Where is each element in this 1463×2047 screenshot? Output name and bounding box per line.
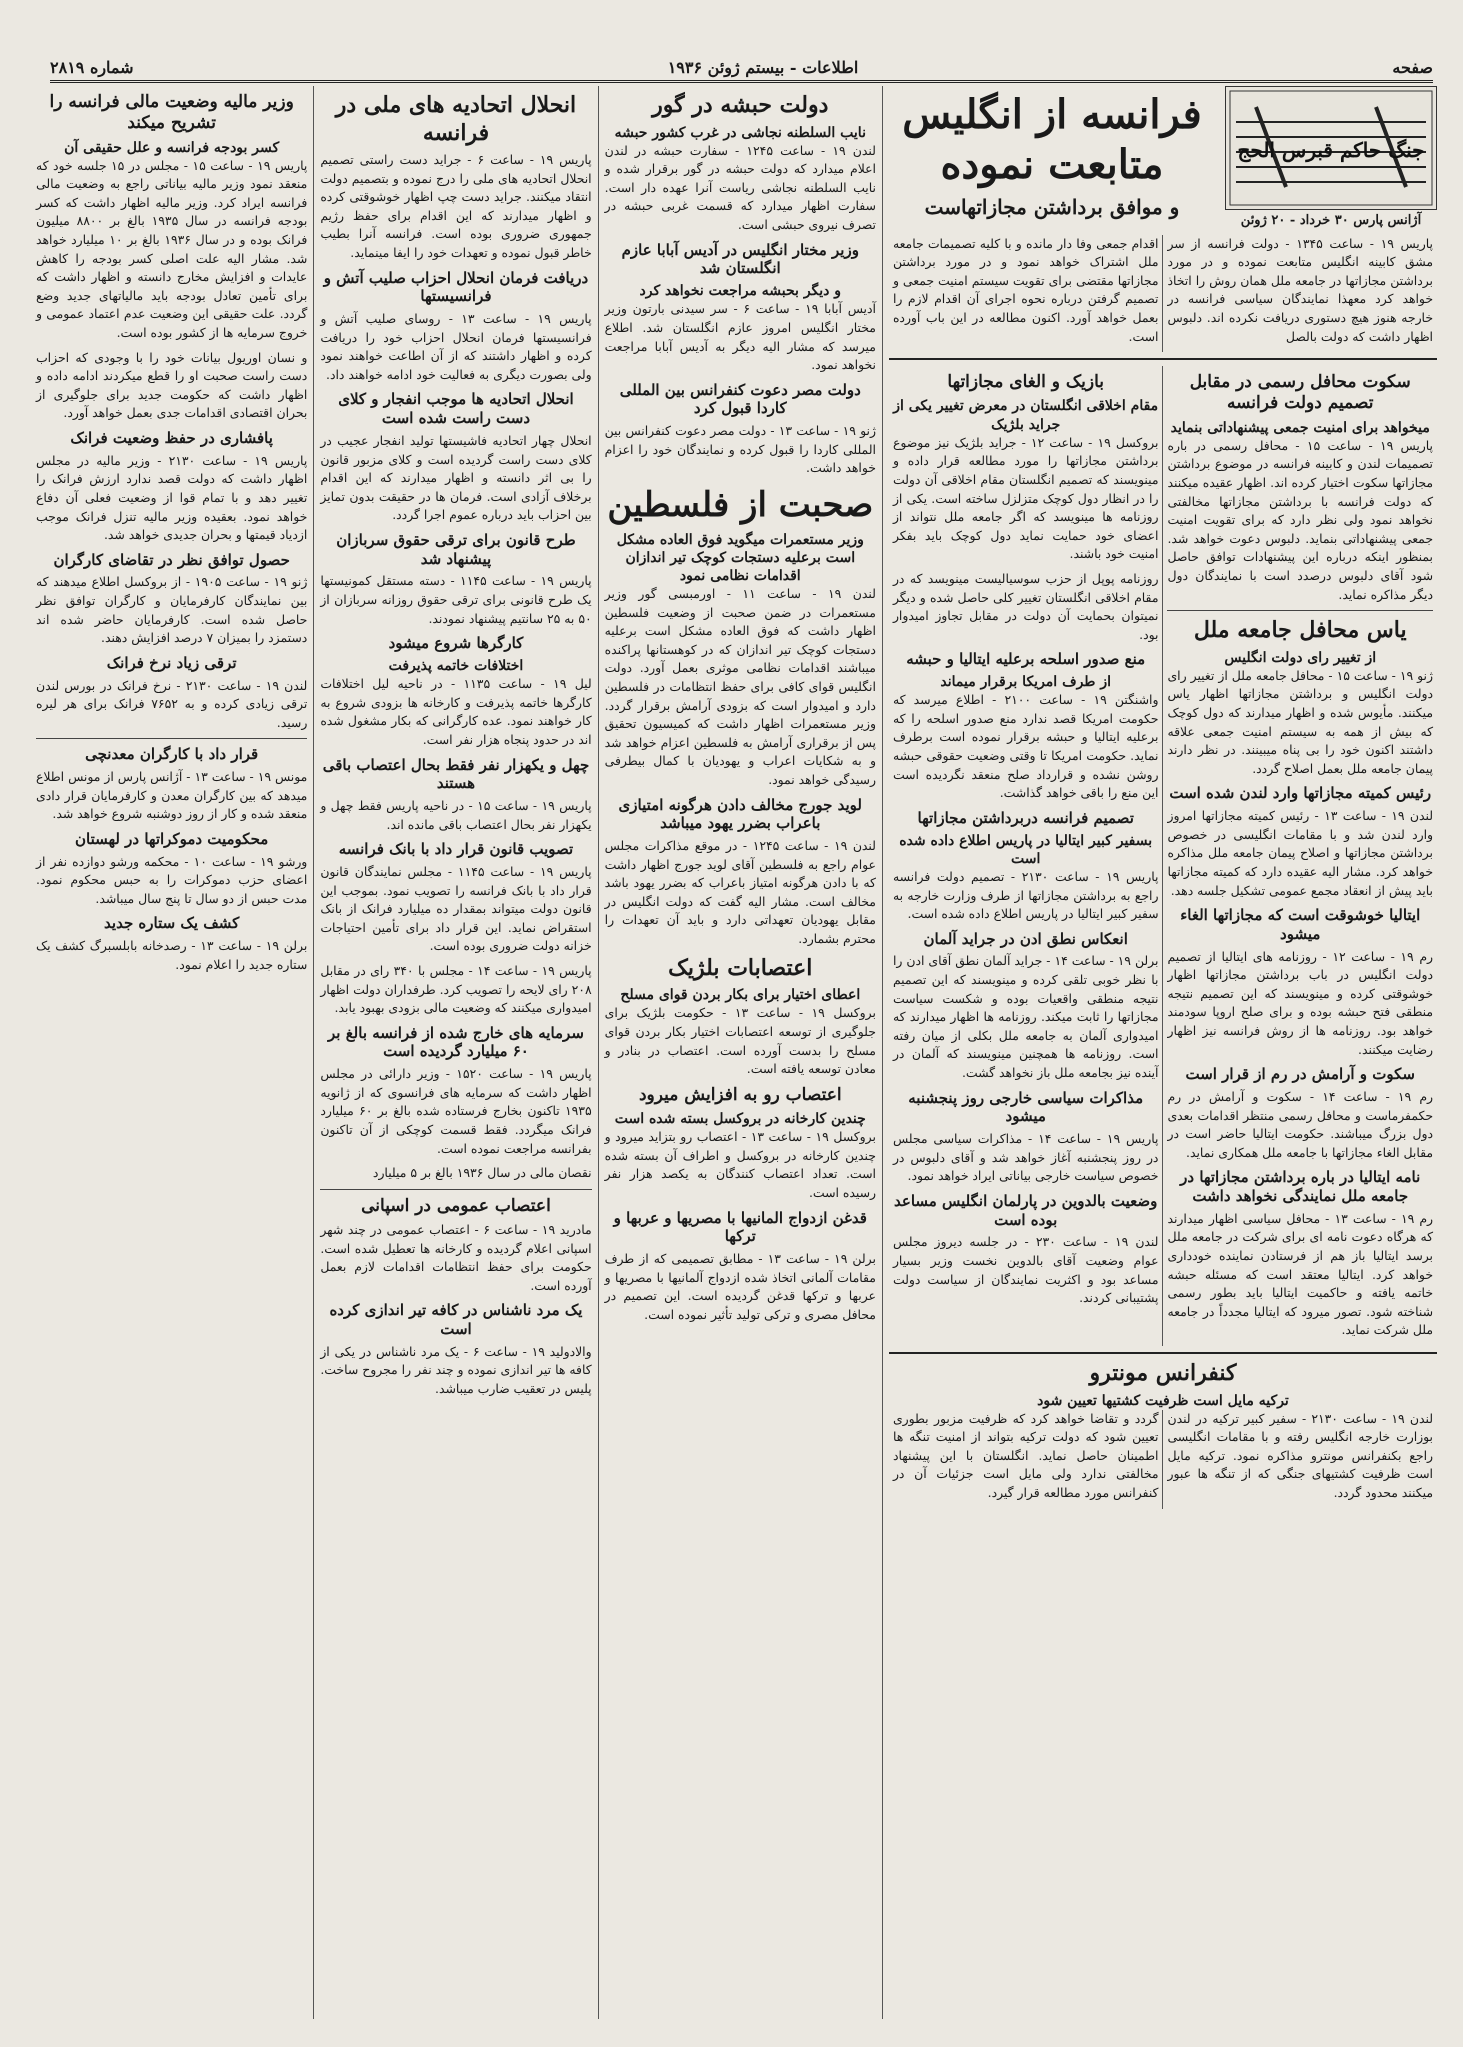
c5-s7-title: محکومیت دموکراتها در لهستان bbox=[74, 829, 269, 848]
masthead bbox=[50, 54, 1433, 83]
c5-s8-title: کشف یک ستاره جدید bbox=[104, 914, 240, 933]
main-subcolumns bbox=[889, 366, 1437, 1346]
c5-s3-body: پاریس ۱۹ - ساعت ۲۱۳۰ - وزیر مالیه در مجلس اظهار داشت که دولت قصد ندارد ارزش فرانک را تغییر دهد و با تمام قوا از وضعیت فعلی آن دفاع خواهد نمود. بعقیده وزیر مالیه تنزل فرانک موجب ازدیاد قیمتها و بحران جدیدی خواهد شد. bbox=[36, 452, 308, 543]
lead-body-right: پاریس ۱۹ - ساعت ۱۳۴۵ - دولت فرانسه از سر مشق کابینه انگلیس متابعت نموده و در مورد برداشتن مجازاتها در جامعه ملل همان روش را اتخاذ خواهد کرد معهذا نمایندگان سیاسی فرانسه در خارجه هنوز هیچ دستوری دریافت نکرده اند. دلبوس اظهار داشت که دولت بالصل bbox=[1167, 235, 1433, 344]
montreux-body-left: گردد و تقاضا خواهد کرد که ظرفیت مزبور بطوری تعیین شود که دولت ترکیه بتواند از امنیت تنگه ها اطمینان حاصل نماید. انگلستان با این پیشنهاد مخالفتی ندارد ولی مایل است جزئیات آن در کنفرانس مورد مطالعه قرار گیرد. bbox=[892, 1410, 1159, 1501]
c2-s6-body: پاریس ۱۹ - ساعت ۱۴ - مذاکرات سیاسی مجلس در روز پنجشنبه آغاز خواهد شد و آقای دلبوس در خصوص سیاست خارجی بیاناتی ایراد خواهد نمود. bbox=[892, 1131, 1159, 1184]
c3-s7-body: بروکسل ۱۹ - ساعت ۱۳ - اعتصاب رو بتزاید میرود و چندین کارخانه در بروکسل و اطراف آن بسته شده است. تعداد اعتصاب کنندگان به یکصد هزار نفر رسیده است. bbox=[604, 1129, 876, 1200]
c4-s2-title: دریافت فرمان انحلال احزاب صلیب آتش و فرانسیستها bbox=[323, 268, 589, 306]
c2-s3-sub: از طرف امریکا برقرار میماند bbox=[940, 674, 1111, 691]
c4-s1-body: پاریس ۱۹ - ساعت ۶ - جراید دست راستی تصمیم انحلال اتحادیه های ملی را درج نموده و بتصمیم دولت انتقاد میکنند. جراید دست چپ اظهار خوشوقتی کرده و اظهار میدارند که این اقدام برای حفظ رژیم جمهوری ضروری بوده است. فرانسه آنرا بطیب خاطر قبول نموده و تعهدات خود را ایفا مینماید. bbox=[320, 152, 592, 260]
c1-s5-title: سکوت و آرامش در رم از قرار است bbox=[1185, 1065, 1415, 1084]
c5-s8-body: برلن ۱۹ - ساعت ۱۳ - رصدخانه بابلسبرگ کشف یک ستاره جدید را اعلام نمود. bbox=[36, 938, 308, 972]
c4-s11-body: والادولید ۱۹ - ساعت ۶ - یک مرد ناشناس در یکی از کافه ها تیر اندازی نموده و چند نفر را مجروح ساخت. پلیس در تعقیب ضارب میباشد. bbox=[320, 1343, 592, 1397]
c3-s8-body: برلن ۱۹ - ساعت ۱۳ - مطابق تصمیمی که از طرف مقامات آلمانی اتخاذ شده ازدواج آلمانیها با مصریها و عربها و ترکها قدغن گردیده است. این تصمیم در محافل مصری و ترکی تولید تأثیر نموده است. bbox=[604, 1251, 876, 1322]
c3-s3-body: ژنو ۱۹ - ساعت ۱۳ - دولت مصر دعوت کنفرانس بین المللی کاردا را قبول کرده و نمایندگان خود را اعزام خواهد داشت. bbox=[604, 423, 876, 476]
c2-s7-title: وضعیت بالدوین در پارلمان انگلیس مساعد بوده است bbox=[894, 1191, 1158, 1229]
news-logo bbox=[1225, 86, 1437, 210]
c4-s10-title: اعتصاب عمومی در اسپانی bbox=[361, 1195, 551, 1216]
c4-s8-body: پاریس ۱۹ - ساعت ۱۴ - مجلس با ۳۴۰ رای در مقابل ۲۰۸ رای لایحه را تصویب کرد. طرفداران دولت اظهار امیدواری میکنند که وضعیت مالی بزودی بهبود یابد. bbox=[320, 962, 592, 1016]
c2-s1-title: بازیک و الغای مجازاتها bbox=[947, 372, 1104, 393]
c4-s4-title: طرح قانون برای ترقی حقوق سربازان پیشنهاد شد bbox=[336, 530, 576, 568]
c1-s2-body: ژنو ۱۹ - ساعت ۱۵ - محافل جامعه ملل از تغییر رای دولت انگلیس و برداشتن مجازاتها اظهار یاس میکنند. مأیوس شده و اظهار میدارند که دول کوچک که بیش از همه به سیستم امنیت جمعی علاقه داشتند اکنون خود را بی پناه میبینند. در نظر دارند پیمان جامعه ملل بعمل اصلاح گردد. bbox=[1167, 667, 1433, 776]
c5-s2-body: و نسان اوریول بیانات خود را با وجودی که احزاب دست راست صحبت او را قطع میکردند ادامه داده و اظهار داشت که حکومت جدید برای جلوگیری از بحران اقتصادی اقدامات جدی بعمل خواهد آورد. bbox=[36, 349, 308, 421]
c4-s5-body: لیل ۱۹ - ساعت ۱۱۳۵ - در ناحیه لیل اختلافات کارگرها خاتمه پذیرفت و کارخانه ها بزودی شروع به کار خواهند نمود. عده کارگرانی که بکار مشغول شده اند در حدود پنجاه هزار نفر است. bbox=[320, 676, 592, 747]
c4-s6-body: پاریس ۱۹ - ساعت ۱۵ - در ناحیه پاریس فقط چهل و یکهزار نفر بحال اعتصاب باقی مانده اند. bbox=[320, 798, 592, 832]
c3-s2-body: آدیس آبابا ۱۹ - ساعت ۶ - سر سیدنی بارتون وزیر مختار انگلیس امروز عازم انگلستان شد. اطلاع میرسد که مشار الیه دیگر به آدیس آبابا مراجعت نخواهد نمود. bbox=[604, 301, 876, 373]
c1-s4-title: ایتالیا خوشوقت است که مجازاتها الغاء میشود bbox=[1180, 906, 1421, 943]
c3-s7-title: اعتصاب رو به افزایش میرود bbox=[638, 1084, 842, 1105]
c3-s2-sub: و دیگر بحبشه مراجعت نخواهد کرد bbox=[639, 283, 842, 300]
c1-s4-body: رم ۱۹ - ساعت ۱۲ - روزنامه های ایتالیا از تصمیم دولت انگلیس در باب برداشتن مجازاتها اظهار خوشوقتی کرده و مینویسند که این تصمیم نتیجه منطقی فتح حبشه بوده و برای صلح اروپا سودمند خواهد بود. روزنامه ها از روش فرانسه نیز اظهار رضایت میکنند. bbox=[1167, 948, 1433, 1057]
c3-s1-title: دولت حبشه در گور bbox=[652, 92, 829, 118]
c1-s6-title: نامه ایتالیا در باره برداشتن مجازاتها در جامعه ملل نمایندگی نخواهد داشت bbox=[1180, 1168, 1421, 1206]
c4-s2-body: پاریس ۱۹ - ساعت ۱۳ - روسای صلیب آتش و فرانسیستها فرمان انحلال احزاب خود را دریافت کرده و اظهار داشتند که از آن اطاعت خواهند نمود ولی بصورت دیگری به فعالیت خود ادامه خواهند داد. bbox=[320, 311, 592, 382]
c4-s10-body: مادرید ۱۹ - ساعت ۶ - اعتصاب عمومی در چند شهر اسپانی اعلام گردیده و کارخانه ها تعطیل شده است. حکومت برای حفظ انتظامات اقدامات لازم بعمل آورده است. bbox=[320, 1222, 592, 1293]
c3-s1-body: لندن ۱۹ - ساعت ۱۲۴۵ - سفارت حبشه در لندن اعلام میدارد که دولت حبشه در گور برقرار شده و نایب السلطنه نجاشی ریاست آنرا عهده دار است. سفارت اظهار میدارد که قسمت غربی حبشه در تصرف نیروی حبشی است. bbox=[604, 142, 876, 233]
c2-s4-body: پاریس ۱۹ - ساعت ۲۱۳۰ - تصمیم دولت فرانسه راجع به برداشتن مجازاتها از طرف وزارت خارجه به سفیر کبیر ایتالیا در پاریس اطلاع داده شده است. bbox=[892, 868, 1159, 922]
lead-subhead: و موافق برداشتن مجازاتهاست bbox=[924, 195, 1180, 219]
c3-s6-title: اعتصابات بلژیک bbox=[668, 954, 813, 981]
c2-s5-body: برلن ۱۹ - ساعت ۱۴ - جراید آلمان نطق آقای ادن را با نظر خوبی تلقی کرده و مینویسند که این تصمیم نتیجه منطقی واقعیات بوده و شکست سیاست مجازاتها را ثابت میکند. روزنامه ها اظهار میدارند که امیدواری آلمان به جامعه ملل بکلی از میان رفته است. روزنامه ها همچنین مینویسند که آلمان در آینده نیز بجامعه ملل باز نخواهد گشت. bbox=[892, 953, 1159, 1081]
agency-header bbox=[889, 86, 1437, 231]
c5-s3-title: پافشاری در حفظ وضعیت فرانک bbox=[70, 429, 273, 447]
c4-s5-title: کارگرها شروع میشود bbox=[388, 634, 524, 653]
c3-s4-sub: وزیر مستعمرات میگوید فوق العاده مشکل است برعلیه دستجات کوچک تیر اندازان اقدامات نظامی نمود bbox=[616, 531, 864, 584]
montreux-body-right: لندن ۱۹ - ساعت ۲۱۳۰ - سفیر کبیر ترکیه در لندن بوزارت خارجه انگلیس رفته و با مقامات انگلیسی راجع بکنفرانس مونترو مذاکره نمود. ترکیه مایل است ظرفیت کشتیهای جنگی که از تنگه ها عبور میکنند محدود گردد. bbox=[1167, 1410, 1433, 1501]
c4-s9-body: پاریس ۱۹ - ساعت ۱۵۲۰ - وزیر دارائی در مجلس اظهار داشت که سرمایه های فرانسوی که از ژانویه ۱۹۳۵ تاکنون بخارج فرستاده شده بالغ بر ۶۰ میلیارد فرانک میگردد. فقط قسمت کوچکی از آن تاکنون بفرانسه مراجعت نموده است. bbox=[320, 1066, 592, 1156]
c5-s6-title: قرار داد با کارگران معدنچی bbox=[85, 745, 259, 764]
c2-s1-sub: مقام اخلاقی انگلستان در معرض تغییر یکی از جراید بلژیک bbox=[893, 398, 1159, 433]
c3-s2-title: وزیر مختار انگلیس در آدیس آبابا عازم انگلستان شد bbox=[621, 240, 859, 278]
c5-s4-title: حصول توافق نظر در تقاضای کارگران bbox=[53, 550, 290, 569]
c5-s1-body: پاریس ۱۹ - ساعت ۱۵ - مجلس در ۱۵ جلسه خود که منعقد نمود وزیر مالیه بیاناتی راجع به وضعیت مالی فرانسه ایراد کرد. وزیر مالیه اظهار داشت که کسر بودجه فرانسه در سال ۱۹۳۵ بالغ بر ۸۸۰۰ میلیون فرانک بوده و در سال ۱۹۳۶ بالغ بر ۱۰ میلیارد خواهد شد. مشار الیه علت اصلی کسر بودجه را کاهش عایدات و افزایش مخارج دانسته و اظهار داشت که برای تأمین تعادل بودجه باید مالیاتهای جدید وضع گردد. علت حقیقی این وضعیت عدم اعتماد عمومی و خروج سرمایه ها از کشور بوده است. bbox=[36, 157, 308, 341]
col4 bbox=[313, 86, 597, 2019]
c1-s3-title: رئیس کمیته مجازاتها وارد لندن شده است bbox=[1169, 784, 1432, 803]
c2-s2-body: روزنامه پوپل از حزب سوسیالیست مینویسد که در مقام اخلاقی انگلستان تغییر کلی حاصل شده و دیگر نمیتوان بحمایت آن دولت در مقابل تجاوز امیدوار بود. bbox=[892, 570, 1159, 642]
c2-s7-body: لندن ۱۹ - ساعت ۲۳۰ - در جلسه دیروز مجلس عوام وضعیت آقای بالدوین نخست وزیر بسیار مساعد بود و اکثریت نمایندگان از سیاست دولت پشتیبانی کردند. bbox=[892, 1234, 1159, 1306]
lead-body-left: اقدام جمعی وفا دار مانده و با کلیه تصمیمات جامعه ملل اشتراک خواهد نمود و در مورد برداشتن مجازاتها مقتضی برای تقویت سیستم امنیت جمعی و تصمیم گرفتن درباره نحوه اجرای آن اقدام لازم را بعمل خواهد آورد. اکنون مطالعه در این باب آورده است. bbox=[892, 235, 1159, 344]
lead-body bbox=[889, 235, 1437, 353]
c2-s3-body: واشنگتن ۱۹ - ساعت ۲۱۰۰ - اطلاع میرسد که حکومت امریکا قصد ندارد منع صدور اسلحه را که برعلیه ایتالیا و حبشه برقرار نموده است برطرف نماید. حکومت امریکا تا وقتی وضعیت حقوقی حبشه روشن نشده و قرارداد صلح منعقد نگردیده است این منع را باقی خواهد گذاشت. bbox=[892, 692, 1159, 801]
columns bbox=[30, 86, 1443, 2019]
c5-s5-title: ترقی زیاد نرخ فرانک bbox=[106, 653, 237, 672]
col5 bbox=[30, 86, 313, 2019]
c1-s2-sub: از تغییر رای دولت انگلیس bbox=[1224, 649, 1377, 666]
c2-s1-body: بروکسل ۱۹ - ساعت ۱۲ - جراید بلژیک نیز موضوع برداشتن مجازاتها را مورد مطالعه قرار داده و مینویسند که تصمیم انگلستان مقام اخلاقی آن دولت را در انظار دول کوچک متزلزل ساخته است. یکی از روزنامه ها مینویسد که اگر جامعه ملل نتواند از اعضای خود حمایت نماید دول کوچک باید بفکر امنیت خود باشند. bbox=[892, 434, 1159, 562]
c3-s7-sub: چندین کارخانه در بروکسل بسته شده است bbox=[614, 1110, 866, 1127]
lead-title-block bbox=[889, 86, 1215, 220]
c4-s3-body: انحلال چهار اتحادیه فاشیستها تولید انفجار عجیب در کلای دست راست گردیده است و کلای مزبور قانون را بی اثر دانسته و اظهار میدارند که این اقدام برخلاف آزادی است. فرمان ها در حقیقت بدون تمایز بین احزاب باید درباره عموم اجرا گردد. bbox=[320, 432, 592, 523]
c5-s1-sub: کسر بودجه فرانسه و علل حقیقی آن bbox=[64, 139, 280, 156]
c3-s4-title: صحبت از فلسطین bbox=[607, 485, 874, 525]
c3-s5-body: لندن ۱۹ - ساعت ۱۲۴۵ - در موقع مذاکرات مجلس عوام راجع به فلسطین آقای لوید جورج اظهار داشت که با دادن هرگونه امتیاز باعراب که بضرر یهود باشد مخالف است. مشار الیه گفت که دولت انگلیس در مقابل یهودیان تعهداتی دارد و باید آن تعهدات را محترم بشمارد. bbox=[604, 838, 876, 947]
c4-s5-sub: اختلافات خاتمه پذیرفت bbox=[388, 657, 524, 674]
c5-s1-title: وزیر مالیه وضعیت مالی فرانسه را تشریح میکند bbox=[49, 92, 294, 134]
c4-s9-tail: نقصان مالی در سال ۱۹۳۶ بالغ بر ۵ میلیارد bbox=[372, 1165, 592, 1181]
c4-s9-title: سرمایه های خارج شده از فرانسه بالغ بر ۶۰ میلیارد گردیده است bbox=[328, 1023, 584, 1061]
c4-s6-title: چهل و یکهزار نفر فقط بحال اعتصاب باقی هستند bbox=[322, 755, 590, 793]
montreux-story bbox=[889, 1360, 1437, 1509]
c3-s1-sub: نایب السلطنه نجاشی در غرب کشور حبشه bbox=[614, 124, 866, 141]
c2-s4-title: تصمیم فرانسه دربرداشتن مجازاتها bbox=[917, 808, 1134, 827]
c1-s5-body: رم ۱۹ - ساعت ۱۴ - سکوت و آرامش در رم حکمفرماست و محافل رسمی منتظر اقدامات بعدی دول بزرگ میباشند. حکومت ایتالیا حاضر است در مقابل الغاء مجازاتها با جامعه ملل همکاری نماید. bbox=[1167, 1088, 1433, 1160]
c3-s6-sub: اعطای اختیار برای بکار بردن قوای مسلح bbox=[620, 987, 861, 1004]
col2 bbox=[889, 366, 1164, 1346]
c4-s1-title: انحلال اتحادیه های ملی در فرانسه bbox=[335, 92, 577, 146]
c1-s1-body: پاریس ۱۹ - ساعت ۱۵ - محافل رسمی در باره تصمیمات لندن و کابینه فرانسه در موضوع برداشتن مجازاتها سکوت اختیار کرده اند. اظهار عقیده میکنند که دولت فرانسه با برداشتن مجازاتها مخالفتی نخواهد نمود ولی نظر دارد که برای تقویت امنیت جمعی پیشنهاداتی بنماید. دلبوس دعوت خواهد شد. بمنظور اینکه درباره این پیشنهادات توافق حاصل شود آقای دلبوس درصدد است با نمایندگان دول دیگر مذاکره نماید. bbox=[1167, 437, 1433, 602]
logo-block bbox=[1225, 86, 1437, 231]
c1-s1-sub: میخواهد برای امنیت جمعی پیشنهاداتی بنماید bbox=[1170, 419, 1430, 436]
c2-s6-title: مذاکرات سیاسی خارجی روز پنجشنبه میشود bbox=[908, 1088, 1144, 1126]
c5-s7-body: ورشو ۱۹ - ساعت ۱۰ - محکمه ورشو دوازده نفر از اعضای حزب دموکرات را به حبس محکوم نمود. مدت حبس از دو سال تا پنج سال میباشد. bbox=[36, 853, 308, 906]
paper-date: اطلاعات - بیستم ژوئن ۱۹۳۶ bbox=[667, 57, 859, 77]
c2-s4-sub: بسفیر کبیر ایتالیا در پاریس اطلاع داده شده است bbox=[899, 832, 1153, 867]
c2-s5-title: انعکاس نطق ادن در جراید آلمان bbox=[923, 929, 1128, 948]
c1-s1-title: سکوت محافل رسمی در مقابل تصمیم دولت فرانسه bbox=[1189, 372, 1411, 414]
montreux-title: کنفرانس مونترو bbox=[1089, 1360, 1237, 1386]
col3 bbox=[598, 86, 882, 2019]
logo-art-icon bbox=[1226, 87, 1436, 209]
c5-s4-body: ژنو ۱۹ - ساعت ۱۹۰۵ - از بروکسل اطلاع میدهند که بین نمایندگان کارفرمایان و کارگران توافق نظر حاصل شده است. کارفرمایان حاضر شده اند دستمزد را بمیزان ۷ درصد افزایش دهند. bbox=[36, 574, 308, 646]
c4-s3-title: انحلال اتحادیه ها موجب انفجار و کلای دست راست شده است bbox=[338, 390, 574, 428]
c5-s6-body: مونس ۱۹ - ساعت ۱۳ - آژانس پارس از مونس اطلاع میدهد که بین کارگران معدن و کارفرمایان قرار دادی منعقد شده و کار از روز دوشنبه شروع خواهد شد. bbox=[36, 769, 308, 822]
logo-text: جنگ حاکم قبرس الحج bbox=[1237, 138, 1425, 162]
c4-s4-body: پاریس ۱۹ - ساعت ۱۱۴۵ - دسته مستقل کمونیستها یک طرح قانونی برای ترقی حقوق روزانه سربازان از ۵۰ به ۲۵ سانتیم پیشنهاد نمودند. bbox=[320, 573, 592, 626]
c4-s7-title: تصویب قانون قرار داد با بانک فرانسه bbox=[338, 840, 574, 859]
c1-s6-body: رم ۱۹ - ساعت ۱۳ - محافل سیاسی اظهار میدارند که هرگاه دعوت نامه ای برای شرکت در جامعه ملل برسد ایتالیا باز هم از فرستادن نماینده خودداری خواهد کرد. ایتالیا معتقد است که مسئله حبشه خاتمه یافته و حاکمیت ایتالیا باید بطور رسمی شناخته شود. تصور میرود که ایتالیا مجدداً در جامعه ملل شرکت نماید. bbox=[1167, 1210, 1433, 1338]
c1-s2-title: یاس محافل جامعه ملل bbox=[1193, 617, 1407, 644]
col1 bbox=[1163, 366, 1437, 1346]
c3-s4-body: لندن ۱۹ - ساعت ۱۱ - اورمبسی گور وزیر مستعمرات در ضمن صحبت از وضعیت فلسطین اظهار داشت که فوق العاده مشکل است برعلیه دستجات کوچک تیر اندازان که در کوهستانها پراکنده میباشند اقدامات نظامی موثری بعمل آورد. دولت انگلیس قوای کافی برای حفظ انتظامات در فلسطین دارد و امیدوار است که بزودی آرامش برقرار گردد. وزیر مستعمرات اظهار داشت که کمیسیون تحقیق پس از برقراری آرامش به فلسطین اعزام خواهد شد و به شکایات اعراب و یهودیان با کمال بیطرفی رسیدگی خواهد نمود. bbox=[604, 586, 876, 787]
c3-s8-title: قدغن ازدواج المانیها با مصریها و عربها و ترکها bbox=[613, 1208, 867, 1246]
lead-headline: فرانسه از انگلیس متابعت نموده bbox=[902, 91, 1202, 188]
c4-s7-body: پاریس ۱۹ - ساعت ۱۱۴۵ - مجلس نمایندگان قانون قرار داد با بانک فرانسه را تصویب نمود. بموجب این قانون دولت میتواند بمقدار ده میلیارد فرانک از بانک استقراض نماید. این قرار داد برای تأمین احتیاجات خزانه دولت ضروری بوده است. bbox=[320, 863, 592, 954]
issue-number: شماره ۲۸۱۹ bbox=[50, 57, 134, 77]
c1-s3-body: لندن ۱۹ - ساعت ۱۳ - رئیس کمیته مجازاتها امروز وارد لندن شد و با مقامات انگلیسی در خصوص برداشتن مجازاتها و اصلاح پیمان جامعه ملل مذاکره خواهد کرد. مشار الیه عقیده دارد که کمیته مجازاتها باید پیش از انعقاد مجمع عمومی تشکیل جلسه دهد. bbox=[1167, 808, 1433, 898]
c3-s5-title: لوید جورج مخالف دادن هرگونه امتیازی باعراب بضرر یهود میباشد bbox=[618, 795, 863, 833]
c5-s5-body: لندن ۱۹ - ساعت ۲۱۳۰ - نرخ فرانک در بورس لندن ترقی زیادی کرده و به ۷۶۵۲ فرانک برای هر لیره رسید. bbox=[36, 677, 308, 730]
c4-s11-title: یک مرد ناشناس در کافه تیر اندازی کرده است bbox=[329, 1301, 583, 1339]
montreux-sub: ترکیه مایل است ظرفیت کشتیها تعیین شود bbox=[1037, 1392, 1289, 1409]
c3-s3-title: دولت مصر دعوت کنفرانس بین المللی کاردا قبول کرد bbox=[619, 380, 861, 418]
agency-line: آژانس پارس ۳۰ خرداد - ۲۰ ژوئن bbox=[1240, 213, 1422, 228]
c3-s6-body: بروکسل ۱۹ - ساعت ۱۳ - حکومت بلژیک برای جلوگیری از توسعه اعتصابات اختیار بکار بردن قوای مسلح را بدست آورده است. اعتصاب در بنادر و معادن توسعه یافته است. bbox=[604, 1005, 876, 1077]
c2-s3-title: منع صدور اسلحه برعلیه ایتالیا و حبشه bbox=[906, 650, 1146, 669]
main-section bbox=[882, 86, 1443, 2019]
page-label: صفحه bbox=[1392, 57, 1433, 77]
